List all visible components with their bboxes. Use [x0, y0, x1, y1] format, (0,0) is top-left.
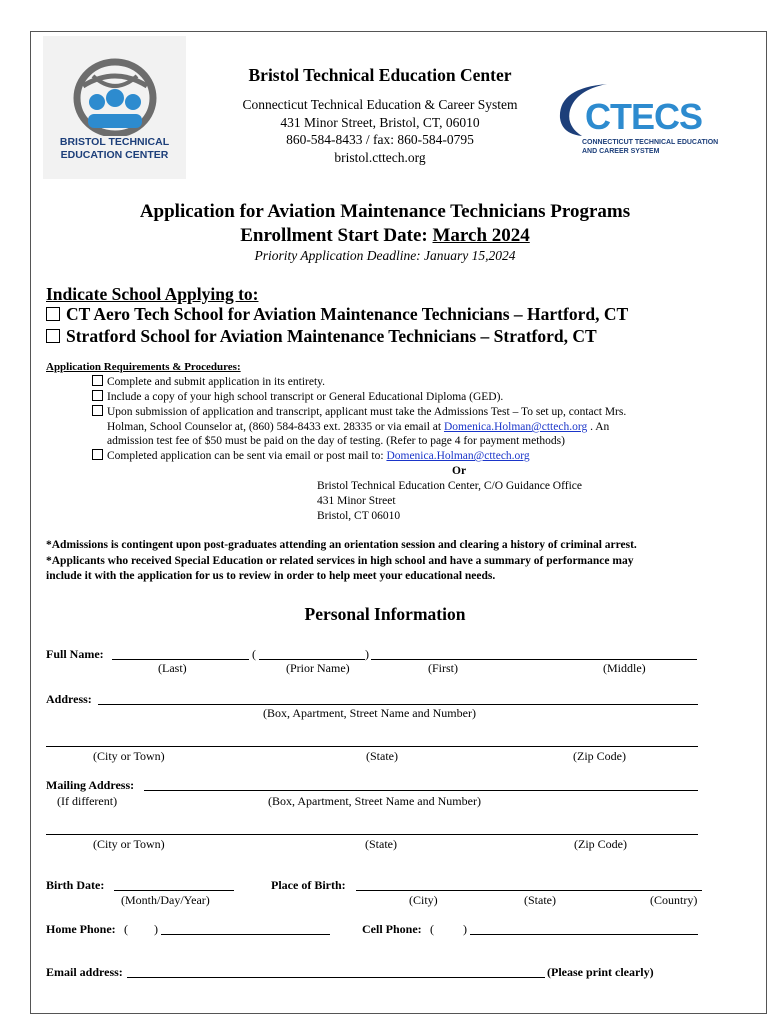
cell-paren-open: (	[430, 922, 434, 936]
start-date: March 2024	[432, 225, 530, 246]
school-option-stratford[interactable]	[46, 326, 597, 347]
org-name: Connecticut Technical Education & Career System	[242, 97, 518, 112]
home-paren-close: )	[154, 922, 158, 936]
checkbox-icon	[92, 449, 103, 460]
globe-people-icon	[43, 36, 186, 136]
last-name-field[interactable]	[112, 659, 249, 660]
print-clearly-label: (Please print clearly)	[547, 965, 654, 979]
application-title: Application for Aviation Maintenance Technicians Programs	[139, 201, 631, 222]
cell-paren-close: )	[463, 922, 467, 936]
checkbox-icon	[92, 405, 103, 416]
mailing-hint: (Box, Apartment, Street Name and Number)	[268, 794, 481, 808]
address-hint: (Box, Apartment, Street Name and Number)	[263, 706, 476, 720]
first-middle-name-field[interactable]	[371, 659, 697, 660]
school-option-hartford-label: CT Aero Tech School for Aviation Maintenance Technicians – Hartford, CT	[66, 304, 629, 324]
requirement-3-line3: admission test fee of $50 must be paid on the day of testing. (Refer to page 4 for payment methods)	[107, 435, 565, 447]
place-of-birth-field[interactable]	[356, 890, 702, 891]
mailing-address-field[interactable]	[144, 790, 698, 791]
submit-email-link[interactable]: Domenica.Holman@cttech.org	[386, 450, 530, 462]
place-of-birth-label: Place of Birth:	[271, 878, 346, 892]
state-label: (State)	[366, 749, 398, 763]
pob-state-label: (State)	[524, 893, 556, 907]
checkbox-icon	[92, 390, 103, 401]
start-label: Enrollment Start Date:	[240, 225, 433, 246]
priority-deadline: Priority Application Deadline: January 15,2024	[254, 248, 516, 263]
home-paren-open: (	[124, 922, 128, 936]
ctecs-tag-1: CONNECTICUT TECHNICAL EDUCATION	[582, 139, 719, 146]
mdy-label: (Month/Day/Year)	[121, 893, 210, 907]
school-address: 431 Minor Street, Bristol, CT, 06010	[280, 114, 480, 130]
pob-city-label: (City)	[409, 893, 438, 907]
mail-address-2: 431 Minor Street	[317, 495, 396, 507]
paren-close: )	[365, 647, 369, 661]
paren-open: (	[252, 647, 256, 661]
cell-phone-field[interactable]	[470, 934, 698, 935]
checkbox-stratford[interactable]	[46, 329, 60, 343]
ctecs-logo: CTECS	[585, 96, 703, 137]
school-heading: Indicate School Applying to:	[46, 284, 259, 304]
logo-text-2: EDUCATION CENTER	[60, 149, 169, 161]
mailing-zip-label: (Zip Code)	[574, 837, 627, 851]
note-3: include it with the application for us to review in order to help meet your educational needs.	[46, 570, 496, 582]
birth-date-label: Birth Date:	[46, 878, 105, 892]
requirement-4-text: Completed application can be sent via email or post mail to:	[107, 450, 387, 462]
pob-country-label: (Country)	[650, 893, 698, 907]
school-option-hartford[interactable]	[46, 304, 628, 325]
mailing-city-label: (City or Town)	[93, 837, 165, 851]
mailing-state-label: (State)	[365, 837, 397, 851]
middle-label: (Middle)	[603, 661, 646, 675]
requirement-1	[92, 375, 325, 390]
mail-address-1: Bristol Technical Education Center, C/O Guidance Office	[317, 480, 582, 492]
note-1: *Admissions is contingent upon post-graduates attending an orientation session and clearing a history of criminal arrest.	[46, 539, 637, 551]
if-different-label: (If different)	[57, 794, 118, 808]
last-label: (Last)	[158, 661, 187, 675]
school-website: bristol.cttech.org	[334, 149, 426, 165]
bristol-logo	[43, 36, 186, 179]
email-label: Email address:	[46, 965, 123, 979]
home-phone-field[interactable]	[161, 934, 330, 935]
personal-info-heading: Personal Information	[304, 604, 466, 624]
mailing-address-label: Mailing Address:	[46, 778, 135, 792]
requirement-4	[92, 449, 530, 464]
logo-text-1: BRISTOL TECHNICAL	[59, 136, 170, 148]
requirement-2-text: Include a copy of your high school transcript or General Educational Diploma (GED).	[107, 391, 504, 403]
prior-name-field[interactable]	[259, 659, 365, 660]
requirement-3-text-a: Upon submission of application and transcript, applicant must take the Admissions Test – To set up, contact Mrs.	[107, 406, 627, 418]
mailing-city-state-zip-field[interactable]	[46, 834, 698, 835]
header-block	[190, 64, 570, 166]
checkbox-icon	[92, 375, 103, 386]
checkbox-hartford[interactable]	[46, 307, 60, 321]
first-label: (First)	[428, 661, 458, 675]
address-label: Address:	[46, 692, 92, 706]
requirement-3-line2	[107, 420, 609, 435]
full-name-label: Full Name:	[46, 647, 104, 661]
birth-date-field[interactable]	[114, 890, 234, 891]
or-label: Or	[452, 465, 467, 477]
home-phone-label: Home Phone:	[46, 922, 116, 936]
address-city-state-zip-field[interactable]	[46, 746, 698, 747]
requirements-heading: Application Requirements & Procedures:	[46, 361, 241, 373]
zip-label: (Zip Code)	[573, 749, 626, 763]
requirement-3-text-b: Holman, School Counselor at, (860) 584-8433 ext. 28335 or via email at	[107, 421, 444, 433]
cell-phone-label: Cell Phone:	[362, 922, 422, 936]
prior-label: (Prior Name)	[286, 661, 350, 675]
ctecs-tag-2: AND CAREER SYSTEM	[582, 148, 660, 155]
requirement-2	[92, 390, 503, 405]
requirement-1-text: Complete and submit application in its entirety.	[107, 376, 326, 388]
mail-address-3: Bristol, CT 06010	[317, 510, 401, 522]
note-2: *Applicants who received Special Education or related services in high school and have a summary of performance may	[46, 555, 634, 567]
counselor-email-link[interactable]: Domenica.Holman@cttech.org	[443, 421, 588, 433]
school-phone: 860-584-8433 / fax: 860-584-0795	[286, 132, 474, 147]
email-field[interactable]	[127, 977, 545, 978]
school-title: Bristol Technical Education Center	[248, 65, 512, 85]
requirement-3	[92, 405, 626, 420]
requirement-3-text-b-end: . An	[587, 421, 610, 433]
city-label: (City or Town)	[93, 749, 165, 763]
school-option-stratford-label: Stratford School for Aviation Maintenance Technicians – Stratford, CT	[66, 326, 597, 346]
address-field[interactable]	[98, 704, 698, 705]
enrollment-start	[0, 225, 770, 247]
